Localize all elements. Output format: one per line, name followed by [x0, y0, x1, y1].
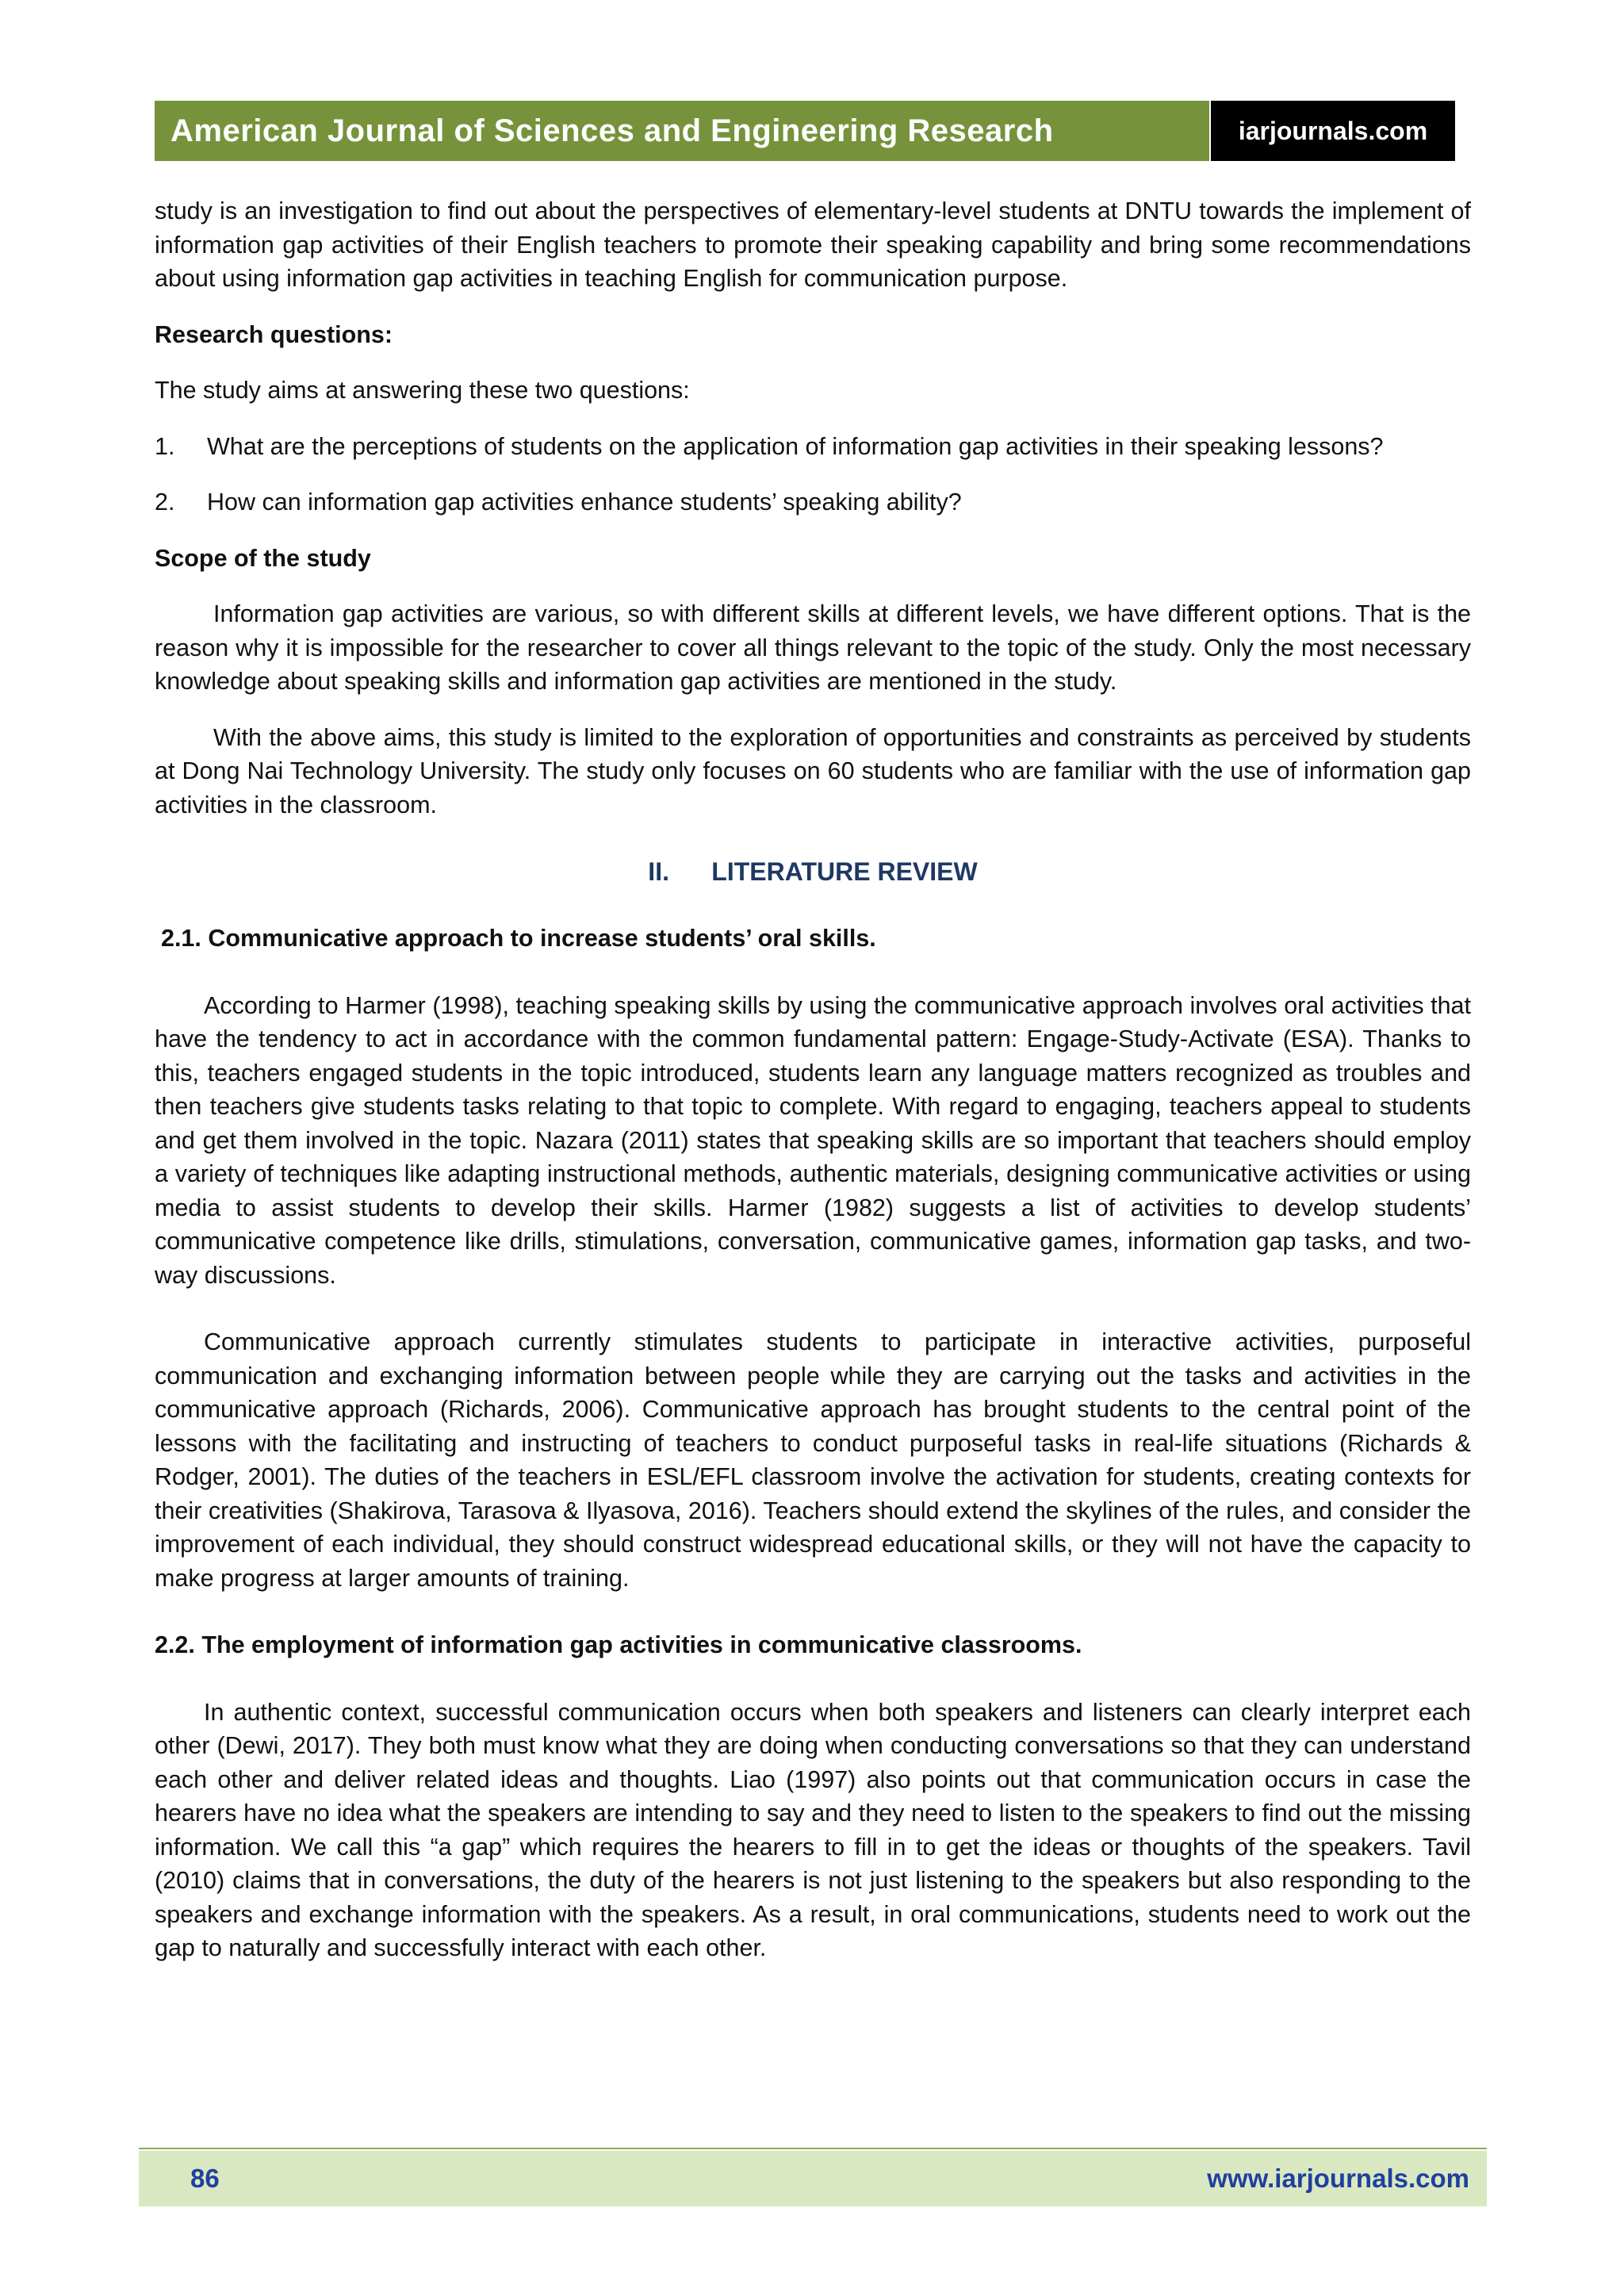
subsection-2-1-paragraph-1: According to Harmer (1998), teaching speaking skills by using the communicative approach involves oral activities that have the tendency to act in accordance with the common fundamental pattern: Engage-Study-Activate (ESA). Thanks to this, teachers engaged students in the topic introduced, students learn any language matters recognized as troubles and then teachers give students tasks relating to that topic to complete. With regard to engaging, teachers appeal to students and get them involved in the topic. Nazara (2011) states that speaking skills are so important that teachers should employ a variety of techniques like adapting instructional methods, authentic materials, designing communicative activities or using media to assist students to develop their skills. Harmer (1982) suggests a list of activities to develop students’ communicative competence like drills, stimulations, conversation, communicative games, information gap tasks, and two-way discussions. [155, 991, 1471, 1289]
article-body [155, 194, 1471, 1965]
footer-site-link[interactable]: www.iarjournals.com [1207, 2164, 1469, 2193]
journal-header [155, 101, 1455, 161]
subsection-2-2-paragraph-1: In authentic context, successful communication occurs when both speakers and listeners can clearly interpret each other (Dewi, 2017). They both must know what they are doing when conducting conversations so that they can understand each other and deliver related ideas and thoughts. Liao (1997) also points out that communication occurs in case the hearers have no idea what the speakers are intending to say and they need to listen to the speakers to find out the missing information. We call this “a gap” which requires the hearers to fill in to get the ideas or thoughts of the speakers. Tavil (2010) claims that in conversations, the duty of the hearers is not just listening to the speakers but also responding to the speakers and exchange information with the speakers. As a result, in oral communications, students need to work out the gap to naturally and successfully interact with each other. [155, 1698, 1471, 1961]
research-questions-heading: Research questions: [155, 320, 393, 348]
section-number: II. [648, 857, 669, 886]
page-number: 86 [190, 2164, 220, 2193]
section-heading [155, 855, 1471, 888]
question-number: 1. [155, 432, 175, 460]
page-footer [139, 2151, 1487, 2206]
scope-paragraph-1: Information gap activities are various, so with different skills at different levels, we have different options. That is the reason why it is impossible for the researcher to cover all things relevant to the topic of the study. Only the most necessary knowledge about speaking skills and information gap activities are mentioned in the study. [155, 600, 1471, 695]
subsection-2-1-heading: 2.1. Communicative approach to increase students’ oral skills. [161, 925, 876, 952]
question-text: How can information gap activities enhance students’ speaking ability? [207, 489, 962, 516]
scope-paragraph-2: With the above aims, this study is limited to the exploration of opportunities and constraints as perceived by students at Dong Nai Technology University. The study only focuses on 60 students who are familiar with the use of information gap activities in the classroom. [155, 723, 1471, 818]
question-item-2 [155, 485, 1471, 519]
scope-heading: Scope of the study [155, 544, 371, 572]
question-text: What are the perceptions of students on the application of information gap activities in their speaking lessons? [207, 432, 1384, 460]
intro-paragraph: study is an investigation to find out about the perspectives of elementary-level students at DNTU towards the implement of information gap activities of their English teachers to promote their speaking capability and bring some recommendations about using information gap activities in teaching English for communication purpose. [155, 197, 1471, 292]
footer-divider [139, 2148, 1487, 2149]
subsection-2-2-heading: 2.2. The employment of information gap activities in communicative classrooms. [155, 1631, 1082, 1658]
question-number: 2. [155, 489, 175, 516]
subsection-2-1-paragraph-2: Communicative approach currently stimulates students to participate in interactive activities, purposeful communication and exchanging information between people while they are carrying out the tasks and activities in the communicative approach (Richards, 2006). Communicative approach has brought students to the central point of the lessons with the facilitating and instructing of teachers to conduct purposeful tasks in real-life situations (Richards & Rodger, 2001). The duties of the teachers in ESL/EFL classroom involve the activation for students, creating contexts for their creativities (Shakirova, Tarasova & Ilyasova, 2016). Teachers should extend the skylines of the rules, and consider the improvement of each individual, they should construct widespread educational skills, or they will not have the capacity to make progress at larger amounts of training. [155, 1328, 1471, 1592]
journal-title: American Journal of Sciences and Engineering Research [155, 101, 1209, 161]
research-questions-lead: The study aims at answering these two questions: [155, 377, 690, 404]
journal-site-badge[interactable]: iarjournals.com [1211, 101, 1455, 161]
section-title: LITERATURE REVIEW [711, 857, 978, 886]
question-item-1 [155, 430, 1471, 464]
